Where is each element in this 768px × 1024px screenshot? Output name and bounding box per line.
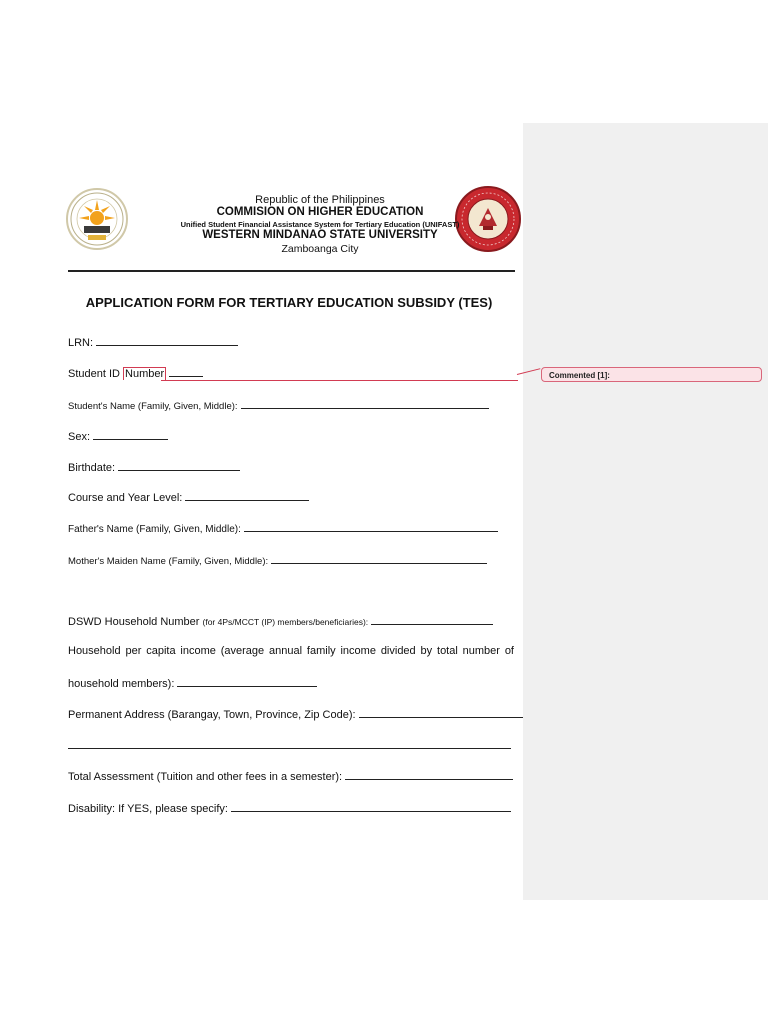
father-name-label: Father's Name (Family, Given, Middle):	[68, 524, 241, 535]
income-field[interactable]	[68, 676, 317, 690]
header-university: WESTERN MINDANAO STATE UNIVERSITY	[202, 229, 438, 241]
birthdate-field[interactable]	[68, 460, 240, 474]
address-blank-line-2[interactable]	[68, 748, 511, 749]
address-field[interactable]	[68, 707, 523, 721]
income-line-1: Household per capita income (average annual family income divided by total number of	[68, 645, 514, 657]
course-label: Course and Year Level:	[68, 492, 183, 504]
income-blank[interactable]	[177, 676, 317, 687]
disability-label: Disability: If YES, please specify:	[68, 803, 228, 815]
dswd-field[interactable]	[68, 614, 493, 628]
sex-label: Sex:	[68, 431, 91, 443]
student-id-blank[interactable]	[169, 366, 203, 377]
unifast-seal-icon	[66, 188, 128, 250]
comment-pane	[523, 123, 768, 900]
form-title: APPLICATION FORM FOR TERTIARY EDUCATION SUBSIDY (TES)	[85, 295, 493, 310]
student-name-blank[interactable]	[241, 398, 489, 409]
course-blank[interactable]	[185, 490, 309, 501]
address-blank[interactable]	[359, 707, 523, 718]
lrn-label: LRN:	[68, 337, 94, 349]
student-id-highlight[interactable]: Number	[125, 368, 165, 380]
sex-blank[interactable]	[93, 429, 168, 440]
birthdate-blank[interactable]	[118, 460, 240, 471]
mother-name-field[interactable]	[68, 553, 487, 567]
mother-name-label: Mother's Maiden Name (Family, Given, Middle):	[68, 556, 269, 567]
assessment-label: Total Assessment (Tuition and other fees in a semester):	[68, 771, 343, 783]
income-label: household members):	[68, 678, 175, 690]
header-city: Zamboanga City	[281, 243, 359, 255]
student-id-label: Student ID	[68, 368, 124, 380]
comment-anchor-line	[161, 380, 518, 381]
student-id-field[interactable]	[68, 366, 203, 380]
lrn-field[interactable]	[68, 335, 238, 349]
student-name-field[interactable]	[68, 398, 489, 412]
header-divider	[68, 270, 515, 272]
course-field[interactable]	[68, 490, 309, 504]
father-name-blank[interactable]	[244, 521, 498, 532]
dswd-blank[interactable]	[371, 614, 493, 625]
assessment-field[interactable]	[68, 769, 513, 783]
header-commission: COMMISION ON HIGHER EDUCATION	[216, 206, 424, 218]
disability-blank[interactable]	[231, 801, 511, 812]
header-republic: Republic of the Philippines	[255, 194, 385, 206]
father-name-field[interactable]	[68, 521, 498, 535]
disability-field[interactable]	[68, 801, 511, 815]
dswd-label: DSWD Household Number	[68, 616, 200, 628]
header-unifast: Unified Student Financial Assistance System for Tertiary Education (UNIFAST)	[180, 220, 460, 229]
assessment-blank[interactable]	[345, 769, 513, 780]
address-label: Permanent Address (Barangay, Town, Province, Zip Code):	[68, 709, 356, 721]
mother-name-blank[interactable]	[271, 553, 487, 564]
dswd-note: (for 4Ps/MCCT (IP) members/beneficiaries):	[202, 617, 369, 627]
comment-balloon[interactable]: Commented [1]:	[541, 367, 762, 382]
student-name-label: Student's Name (Family, Given, Middle):	[68, 401, 238, 412]
birthdate-label: Birthdate:	[68, 462, 116, 474]
sex-field[interactable]	[68, 429, 168, 443]
lrn-blank[interactable]	[96, 335, 238, 346]
